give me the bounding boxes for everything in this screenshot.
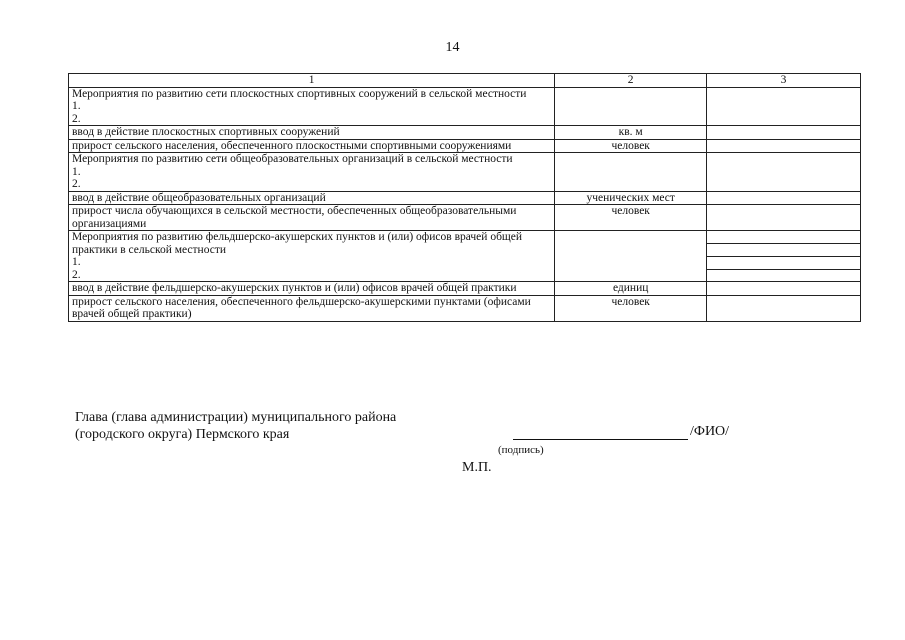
- row-description: [69, 153, 555, 192]
- row-item-1: 1.: [72, 100, 81, 112]
- row-unit: человек: [555, 295, 707, 321]
- row-description: [69, 231, 555, 282]
- row-value: [707, 231, 861, 282]
- row-text: Мероприятия по развитию сети общеобразовательных организаций в сельской местности: [72, 153, 513, 165]
- row-text: ввод в действие плоскостных спортивных сооружений: [72, 126, 340, 138]
- row-unit: [555, 231, 707, 282]
- signature-title-line-2: (городского округа) Пермского края: [75, 427, 290, 442]
- row-text: ввод в действие общеобразовательных организаций: [72, 191, 326, 204]
- row-value: [707, 126, 861, 140]
- table-row: [69, 205, 861, 231]
- signature-title-line-1: Глава (глава администрации) муниципального района: [75, 410, 397, 425]
- podpis-label: (подпись): [498, 444, 544, 456]
- sub-cell-divider: [707, 257, 860, 270]
- row-text: прирост сельского населения, обеспеченного плоскостными спортивными сооружениями: [72, 139, 512, 152]
- row-value: [707, 139, 861, 153]
- row-text: Мероприятия по развитию сети плоскостных спортивных сооружений в сельской местности: [72, 87, 527, 100]
- table-row: [69, 231, 861, 282]
- row-value: [707, 282, 861, 296]
- row-unit: единиц: [555, 282, 707, 296]
- seal-placeholder: М.П.: [462, 460, 492, 475]
- page-number: 14: [445, 40, 460, 55]
- row-unit: человек: [555, 139, 707, 153]
- row-description: [69, 205, 555, 231]
- row-text: Мероприятия по развитию фельдшерско-акушерских пунктов и (или) офисов врачей общей практики в сельской местности: [72, 231, 523, 256]
- table-row: [69, 87, 861, 126]
- table-row: [69, 126, 861, 140]
- report-table: [68, 73, 861, 322]
- sub-cell-divider: [707, 244, 860, 257]
- table-row: [69, 295, 861, 321]
- header-col-2: 2: [555, 74, 707, 88]
- signature-block: [75, 409, 396, 443]
- row-description: [69, 295, 555, 321]
- row-item-2: 2.: [72, 112, 81, 125]
- row-unit: [555, 87, 707, 126]
- row-text: прирост числа обучающихся в сельской местности, обеспеченных общеобразовательными организациями: [72, 205, 517, 230]
- row-description: [69, 191, 555, 205]
- row-item-1: 1.: [72, 165, 81, 178]
- row-unit: ученических мест: [555, 191, 707, 205]
- row-description: [69, 139, 555, 153]
- row-text: прирост сельского населения, обеспеченного фельдшерско-акушерскими пунктами (офисами врачей общей практики): [72, 295, 531, 320]
- header-col-1: 1: [69, 74, 555, 88]
- row-text: ввод в действие фельдшерско-акушерских пунктов и (или) офисов врачей общей практики: [72, 282, 517, 294]
- row-description: [69, 126, 555, 140]
- table-row: [69, 191, 861, 205]
- header-col-3: 3: [707, 74, 861, 88]
- row-value: [707, 295, 861, 321]
- row-value: [707, 87, 861, 126]
- row-description: [69, 282, 555, 296]
- row-value: [707, 205, 861, 231]
- table-row: [69, 282, 861, 296]
- row-unit: человек: [555, 205, 707, 231]
- table-row: [69, 139, 861, 153]
- sub-cell-divider: [707, 231, 860, 244]
- signature-line: [513, 425, 688, 440]
- row-unit: кв. м: [555, 126, 707, 140]
- row-unit: [555, 153, 707, 192]
- row-item-2: 2.: [72, 268, 81, 281]
- row-value: [707, 191, 861, 205]
- row-value: [707, 153, 861, 192]
- row-item-1: 1.: [72, 256, 81, 268]
- table-header-row: [69, 74, 861, 88]
- row-item-2: 2.: [72, 178, 81, 190]
- row-description: [69, 87, 555, 126]
- table-row: [69, 153, 861, 192]
- fio-label: /ФИО/: [690, 424, 730, 439]
